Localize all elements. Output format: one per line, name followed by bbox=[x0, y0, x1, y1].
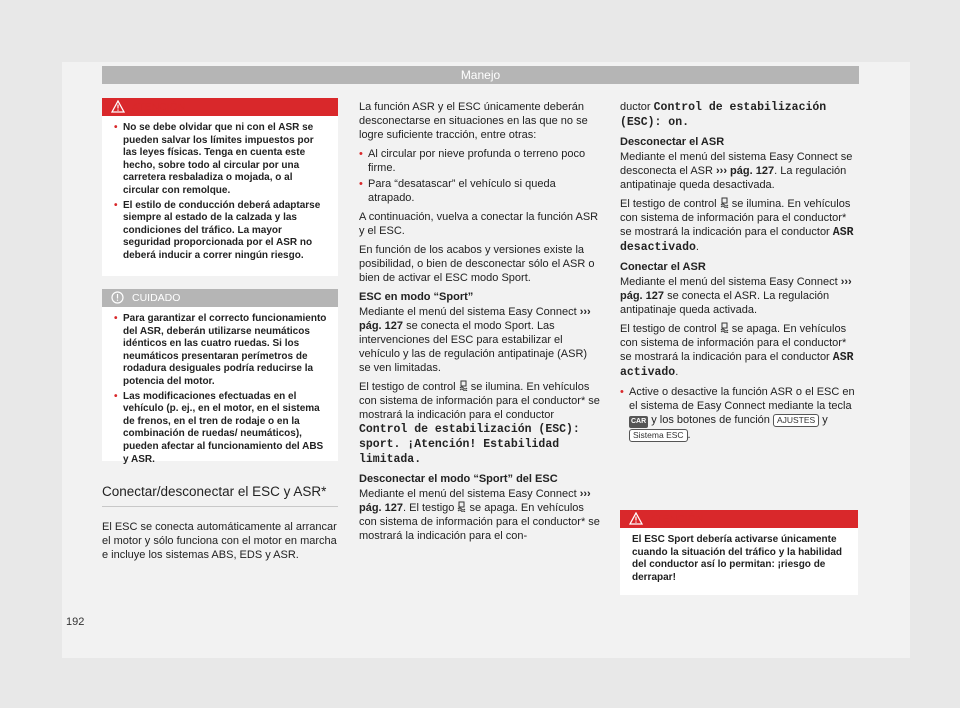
subheading-con-asr: Conectar el ASR bbox=[620, 261, 706, 273]
paragraph: En función de los acabos y versiones existe la posibilidad, o bien de desconectar sólo el ASR o bien de activar el ESC modo Sport. bbox=[359, 244, 595, 284]
display-message: Control de estabilización (ESC): on. bbox=[620, 101, 827, 129]
warning-triangle-icon bbox=[629, 512, 643, 525]
paragraph: El testigo de control se ilumina. En vehículos con sistema de información para el conductor* se mostrará la indicación para el conductor Control de estabilización (ESC): sport. ¡Atención! Estabilidad limitada. bbox=[359, 381, 600, 466]
caution-item: • Las modificaciones efectuadas en el vehículo (p. ej., en el motor, en el sistema de frenos, en el tren de rodaje o en la combinación de ruedas/ neumáticos), pueden afectar al funcionamiento del ABS y ASR. bbox=[114, 390, 324, 465]
paragraph: El testigo de control se ilumina. En vehículos con sistema de información para el conductor* se mostrará la indicación para el conductor ASR desactivado. bbox=[620, 198, 854, 254]
warning-box-2 bbox=[620, 510, 858, 595]
page-number: 192 bbox=[66, 616, 85, 628]
caution-heading-label: CUIDADO bbox=[132, 292, 181, 304]
display-message: ASR desactivado bbox=[620, 226, 854, 254]
info-circle-icon bbox=[111, 291, 124, 304]
page-reference-link[interactable]: ››› pág. 127 bbox=[716, 165, 775, 177]
section-title: Conectar/desconectar el ESC y ASR* bbox=[102, 484, 327, 499]
warning-heading bbox=[102, 98, 338, 116]
warning-heading-label: ATENCIÓN bbox=[132, 101, 186, 113]
caution-item: • Para garantizar el correcto funcionamiento del ASR, deberán utilizarse neumáticos idénticos en las cuatro ruedas. Si los neumáticos presentaran perímetros de rodadura desiguales podría reducirse la potencia del motor. bbox=[114, 313, 327, 387]
subheading-esc-sport: ESC en modo “Sport” bbox=[359, 291, 474, 303]
paragraph: La función ASR y el ESC únicamente deberán desconectarse en situaciones en las que no se logre suficiente tracción, entre otras: bbox=[359, 101, 588, 141]
paragraph: ductor Control de estabilización (ESC): on. bbox=[620, 101, 827, 129]
warning-item: • No se debe olvidar que ni con el ASR se pueden salvar los límites impuestos por las leyes físicas. Tenga en cuenta este hecho, sobre todo al circular por una carretera resbaladiza o mojada, o al circular con remolque. bbox=[114, 122, 314, 196]
page-reference-link[interactable]: ››› pág. 127 bbox=[359, 306, 591, 332]
paragraph: Mediante el menú del sistema Easy Connect ››› pág. 127 se conecta el modo Sport. Las intervenciones del ESC para estabilizar el vehículo y las de regulación antipatinaje (ASR) se ven limitadas. bbox=[359, 306, 591, 374]
warning-item: • El estilo de conducción deberá adaptarse siempre al estado de la calzada y las condiciones del tráfico. La mayor seguridad proporcionada por el ASR no deberá inducir a correr ningún riesgo. bbox=[114, 199, 321, 261]
warning-text: El ESC Sport debería activarse únicamente cuando la situación del tráfico y la habilidad del conductor así lo permitan: ¡riesgo de derrapar! bbox=[632, 534, 843, 583]
caution-heading bbox=[102, 289, 338, 307]
list-item: • Para “desatascar” el vehículo si queda atrapado. bbox=[359, 178, 556, 204]
esc-warning-lamp-icon bbox=[720, 197, 729, 208]
car-key-icon: CAR bbox=[629, 416, 648, 428]
subheading-desc-sport: Desconectar el modo “Sport” del ESC bbox=[359, 473, 558, 485]
display-message: Control de estabilización (ESC): sport. ¡Atención! Estabilidad limitada. bbox=[359, 423, 580, 466]
list-item: • Active o desactive la función ASR o el ESC en el sistema de Easy Connect mediante la tecla CAR y los botones de función AJUSTES y Sistema ESC . bbox=[620, 386, 855, 441]
warning-heading bbox=[620, 510, 858, 528]
column-2 bbox=[359, 100, 601, 543]
warning-triangle-icon bbox=[111, 100, 125, 113]
warning-heading-label: ATENCIÓN bbox=[650, 513, 704, 525]
paragraph: Mediante el menú del sistema Easy Connect se desconecta el ASR ››› pág. 127. La regulación antipatinaje queda desactivada. bbox=[620, 151, 853, 191]
paragraph: El testigo de control se apaga. En vehículos con sistema de información para el conductor* se mostrará la indicación para el conductor ASR activado. bbox=[620, 323, 854, 379]
section-intro: El ESC se conecta automáticamente al arrancar el motor y sólo funciona con el motor en marcha e incluye los sistemas ABS, EDS y ASR. bbox=[102, 521, 337, 561]
page-header: Manejo bbox=[102, 66, 859, 84]
warning-box bbox=[102, 98, 338, 276]
esc-warning-lamp-icon bbox=[457, 501, 466, 512]
list-item: • Al circular por nieve profunda o terreno poco firme. bbox=[359, 148, 586, 174]
esc-warning-lamp-icon bbox=[720, 322, 729, 333]
esc-warning-lamp-icon bbox=[459, 380, 468, 391]
ajustes-key: AJUSTES bbox=[773, 414, 819, 427]
paragraph: Mediante el menú del sistema Easy Connect ››› pág. 127. El testigo se apaga. En vehículos con sistema de información para el conductor* se mostrará la indicación para el con- bbox=[359, 488, 600, 542]
subheading-desc-asr: Desconectar el ASR bbox=[620, 136, 725, 148]
caution-box bbox=[102, 289, 338, 465]
paragraph: A continuación, vuelva a conectar la función ASR y el ESC. bbox=[359, 211, 599, 237]
display-message: ASR activado bbox=[620, 351, 854, 379]
page-reference-link[interactable]: ››› pág. 127 bbox=[359, 488, 591, 514]
page-reference-link[interactable]: ››› pág. 127 bbox=[620, 276, 852, 302]
paragraph: Mediante el menú del sistema Easy Connect ››› pág. 127 se conecta el ASR. La regulación antipatinaje queda activada. bbox=[620, 276, 852, 316]
sistema-esc-key: Sistema ESC bbox=[629, 429, 688, 442]
section-divider bbox=[102, 506, 338, 507]
column-3 bbox=[620, 100, 860, 444]
